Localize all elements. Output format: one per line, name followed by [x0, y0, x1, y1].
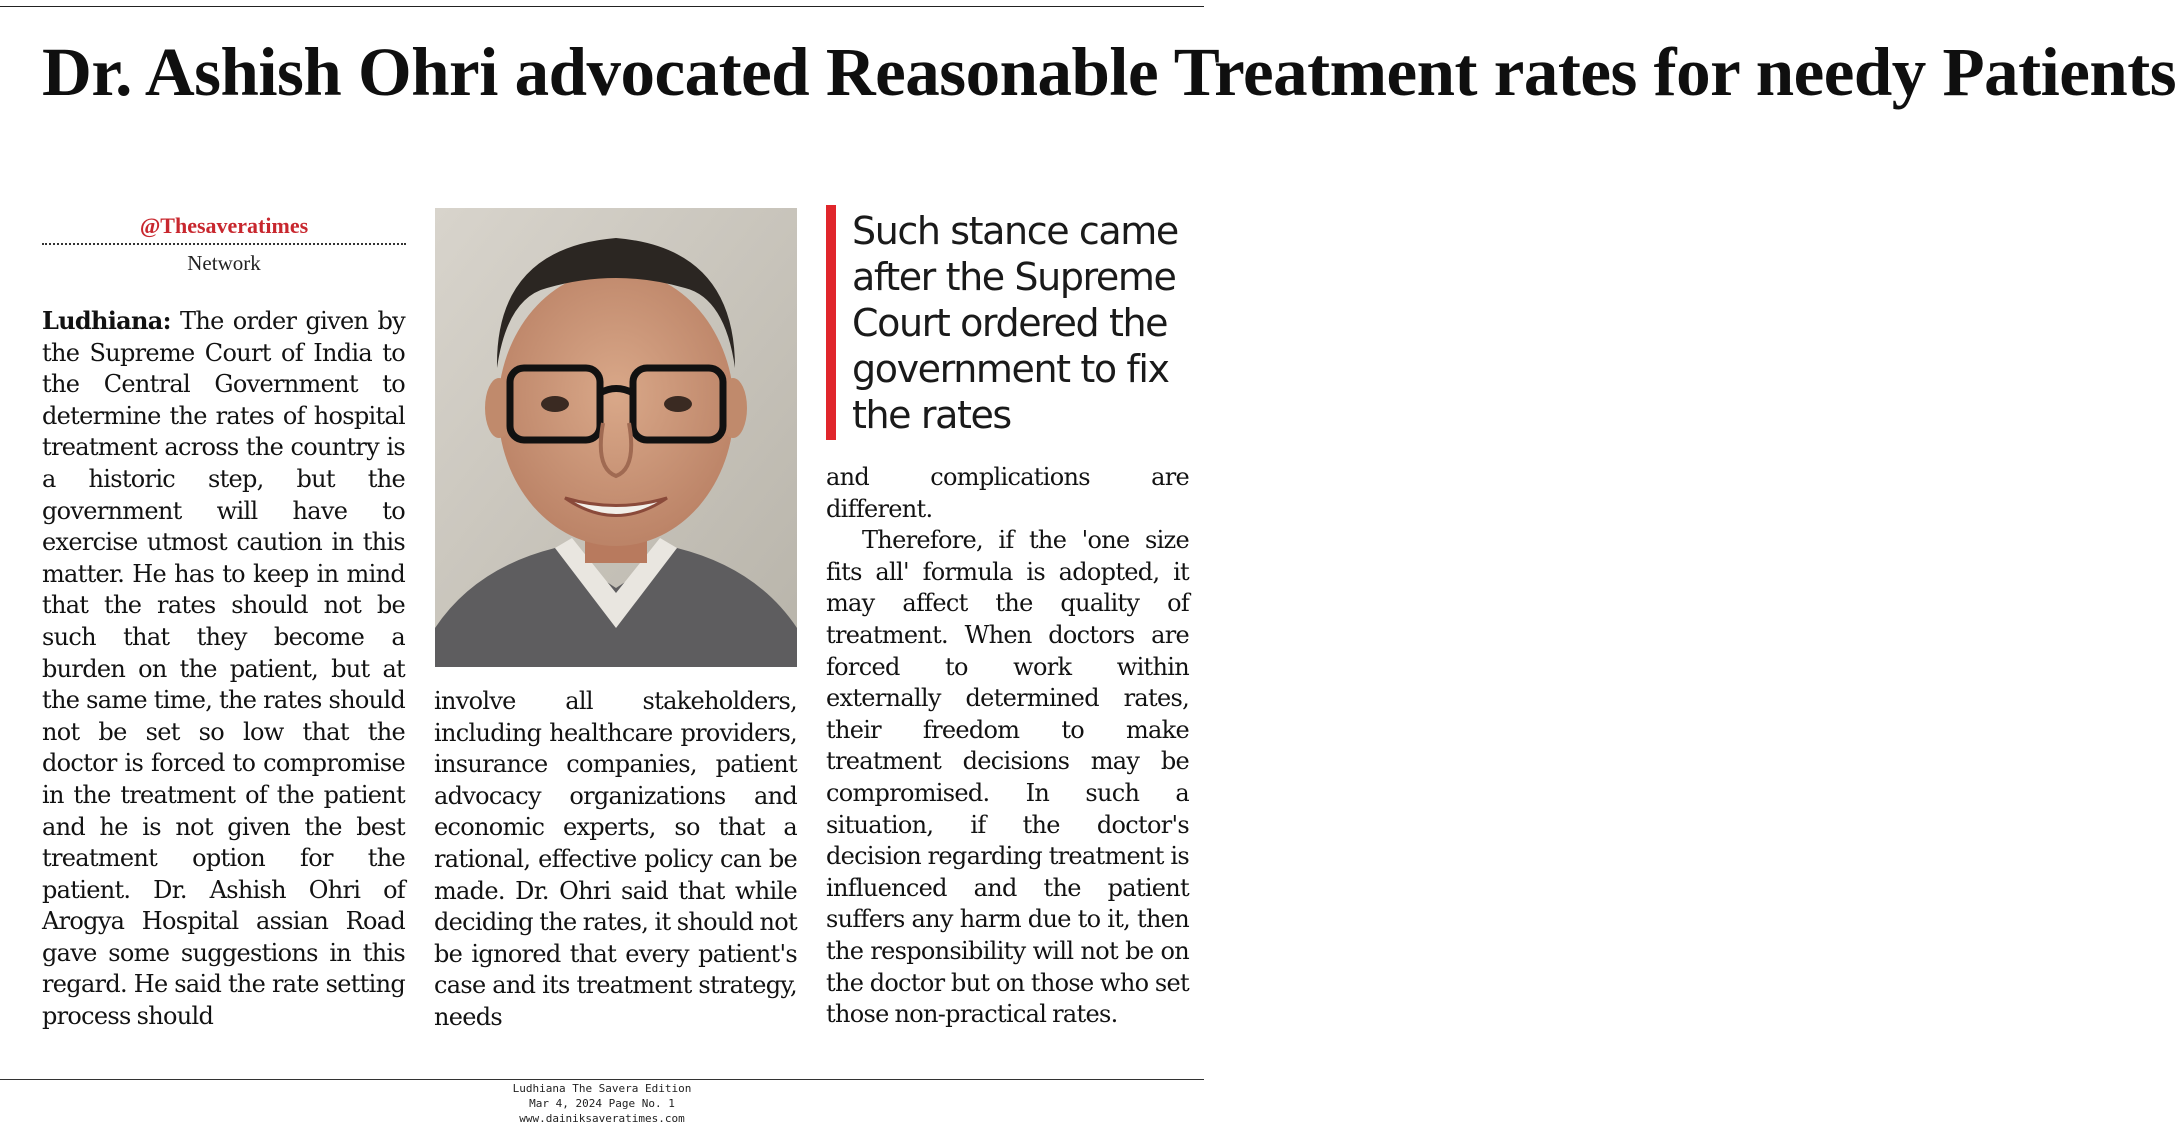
headline: Dr. Ashish Ohri advocated Reasonable Treatment rates for needy Patients: [42, 34, 2176, 110]
portrait-illustration: [435, 208, 797, 667]
footer-edition: Ludhiana The Savera Edition: [512, 1082, 692, 1095]
top-rule: [0, 6, 1204, 7]
portrait-photo: [435, 208, 797, 667]
article-column-3: [826, 462, 1189, 1031]
footer-website: www.dainiksaveratimes.com: [519, 1112, 685, 1125]
footer-date-page: Mar 4, 2024 Page No. 1: [529, 1097, 675, 1110]
column-3-paragraph-2: Therefore, if the 'one size fits all' formula is adopted, it may affect the quality of treatment. When doctors are forced to work within externally determined rates, their freedom to make treatment decisions may be compromised. In such a situation, if the doctor's decision regarding treatment is influenced and the patient suffers any harm due to it, then the responsibility will not be on the doctor but on those who set those non-practical rates.: [826, 526, 1189, 1029]
column-3-paragraph-1: and complications are different.: [826, 463, 1189, 523]
footer-rule: [0, 1079, 1204, 1080]
pull-quote: Such stance came after the Supreme Court ordered the government to fix the rates: [852, 209, 1178, 437]
footer: [402, 1081, 802, 1126]
dateline: Ludhiana:: [42, 306, 171, 335]
column-1-text: The order given by the Supreme Court of India to the Central Government to determine the rates of hospital treatment across the country is a historic step, but the government will have to exercise utmost caution in this matter. He has to keep in mind that the rates should not be such that they become a burden on the patient, but at the same time, the rates should not be set so low that the doctor is forced to compromise in the treatment of the patient and he is not given the best treatment option for the patient. Dr. Ashish Ohri of Arogya Hospital assian Road gave some suggestions in this regard. He said the rate setting process should: [42, 307, 405, 1031]
article-column-1: [42, 305, 405, 1033]
article-column-2: involve all stakeholders, including healthcare providers, insurance companies, patient advocacy organizations and economic experts, so that a rational, effective policy can be made. Dr. Ohri said that while deciding the rates, it should not be ignored that every patient's case and its treatment strategy, needs: [434, 687, 797, 1031]
byline-divider: [42, 243, 406, 245]
byline: @Thesaveratimes: [139, 213, 309, 238]
pull-quote-accent-bar: [826, 205, 836, 440]
network-label: Network: [187, 251, 261, 275]
